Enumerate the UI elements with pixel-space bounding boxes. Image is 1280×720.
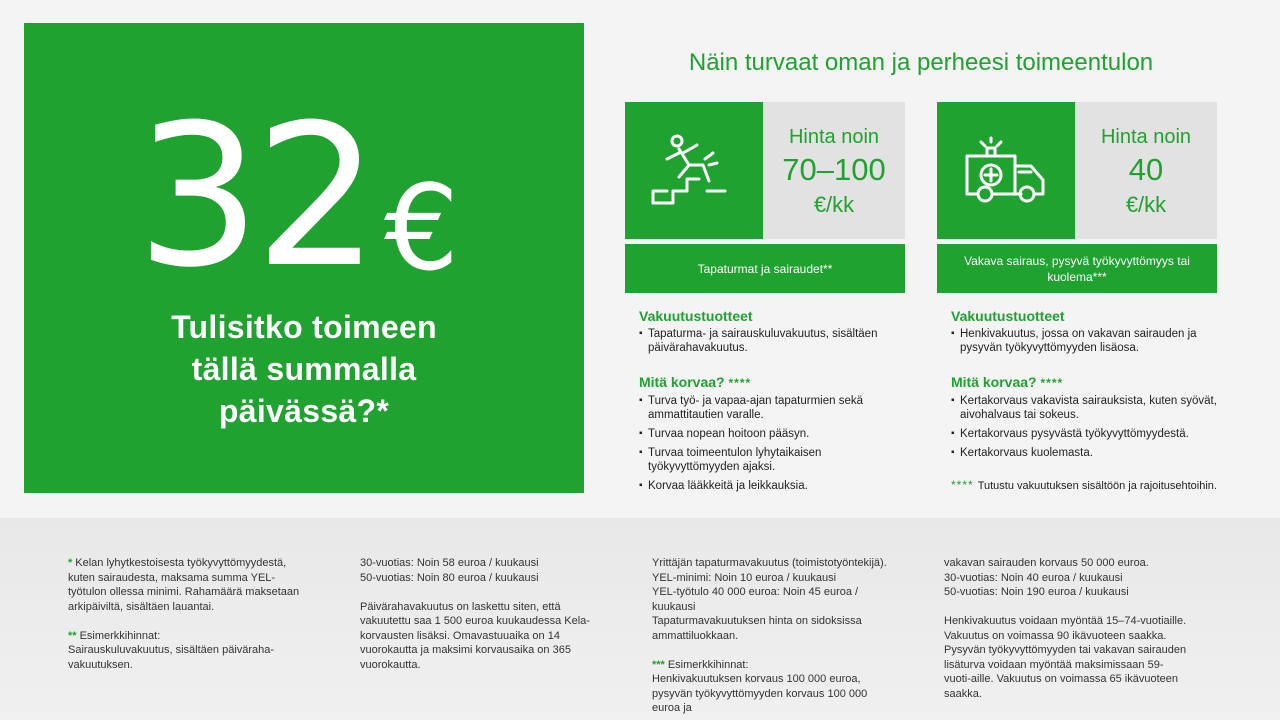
- hero-amount: [24, 83, 584, 311]
- price-value: 70–100: [782, 152, 886, 187]
- footnotes-area: [0, 518, 1280, 720]
- hero-panel: [24, 23, 584, 493]
- list-item: ▪ Korvaa lääkkeitä ja leikkauksia.: [639, 479, 909, 493]
- card-body: [639, 307, 909, 498]
- card-icon-box: [625, 102, 763, 239]
- hero-question: [64, 306, 544, 432]
- hero-question-line: päivässä?*: [218, 393, 390, 429]
- footnote-stars: ****: [951, 478, 974, 492]
- footnote-column: [68, 556, 313, 687]
- products-list: [951, 327, 1221, 355]
- products-heading: Vakuutustuotteet: [951, 308, 1065, 324]
- list-item: ▪ Turva työ- ja vapaa-ajan tapaturmien sekä ammattitautien varalle.: [639, 394, 909, 422]
- hero-question-line: tällä summalla: [191, 351, 417, 387]
- footnote-paragraph: Henkivakuutus voidaan myöntää 15–74-vuotiaille. Vakuutus on voimassa 90 ikävuoteen saakka. Pysyvän työkyvyttömyyden tai vakavan sairauden lisäturva voidaan myöntää maksimissaan 59-vuoti-aille. Vakuutus on voimassa 65 ikävuoteen saakka.: [944, 615, 1187, 700]
- hero-question-line: Tulisitko toimeen: [171, 309, 437, 345]
- covers-heading: Mitä korvaa? ****: [951, 374, 1064, 390]
- footnote-stars: ****: [728, 376, 752, 390]
- price-value: 40: [1128, 152, 1164, 187]
- list-item: ▪ Henkivakuutus, jossa on vakavan sairauden ja pysyvän työkyvyttömyyden lisäosa.: [951, 327, 1221, 355]
- price-label: Hinta noin: [788, 126, 880, 148]
- card-price-box: [763, 102, 905, 239]
- footnote-paragraph: vakavan sairauden korvaus 50 000 euroa. 30-vuotias: Noin 40 euroa / kuukausi 50-vuotias: Noin 190 euroa / kuukausi: [944, 557, 1149, 598]
- price-unit: €/kk: [813, 192, 855, 217]
- footnote-paragraph: 30-vuotias: Noin 58 euroa / kuukausi 50-vuotias: Noin 80 euroa / kuukausi: [360, 557, 539, 584]
- footnote-paragraph: Yrittäjän tapaturmavakuutus (toimistotyöntekijä). YEL-minimi: Noin 10 euroa / kuukausi YEL-työtulo 40 000 euroa: Noin 45 euroa / kuukausi Tapaturmavakuutuksen hinta on sidoksissa ammattiluokkaan.: [652, 557, 887, 642]
- card-body: [951, 307, 1221, 493]
- list-item: ▪ Turvaa toimeentulon lyhytaikaisen työkyvyttömyyden ajaksi.: [639, 446, 909, 474]
- footnote-paragraph: *** Esimerkkihinnat: Henkivakuutuksen korvaus 100 000 euroa, pysyvän työkyvyttömyyden korvaus 100 000 euroa ja: [652, 658, 868, 714]
- list-item: ▪ Kertakorvaus pysyvästä työkyvyttömyydestä.: [951, 427, 1221, 441]
- footnote-column: [360, 556, 605, 687]
- card-category-band: Tapaturmat ja sairaudet**: [625, 244, 905, 293]
- price-unit: €/kk: [1125, 192, 1167, 217]
- list-item: ▪ Tapaturma- ja sairauskuluvakuutus, sisältäen päivärahavakuutus.: [639, 327, 909, 355]
- covers-list: [639, 394, 909, 493]
- terms-note-text: Tutustu vakuutuksen sisältöön ja rajoitusehtoihin.: [977, 480, 1217, 492]
- footnote-stars: ****: [1040, 376, 1064, 390]
- covers-list: [951, 394, 1221, 460]
- products-heading: Vakuutustuotteet: [639, 308, 753, 324]
- card-price-box: [1075, 102, 1217, 239]
- list-item: ▪ Turvaa nopean hoitoon pääsyn.: [639, 427, 909, 441]
- list-item: ▪ Kertakorvaus kuolemasta.: [951, 446, 1221, 460]
- footnote-paragraph: ** Esimerkkihinnat: Sairauskuluvakuutus, sisältäen päiväraha-vakuutuksen.: [68, 629, 275, 671]
- terms-note: [951, 478, 1221, 493]
- falling-person-stairs-icon: [649, 131, 739, 211]
- footnote-column: [944, 556, 1189, 716]
- card-category-band: Vakava sairaus, pysyvä työkyvyttömyys tai kuolema***: [937, 244, 1217, 293]
- footnote-paragraph: * Kelan lyhytkestoisesta työkyvyttömyydestä, kuten sairaudesta, maksama summa YEL-työtulon ollessa minimi. Rahamäärä maksetaan arkipäiviltä, sisältäen lauantai.: [68, 557, 300, 613]
- hero-currency-symbol: €: [384, 159, 460, 297]
- footnote-column: [652, 556, 897, 720]
- products-list: [639, 327, 909, 355]
- footnote-paragraph: Päivärahavakuutus on laskettu siten, että vakuutettu saa 1 500 euroa kuukaudessa Kela-korvausten lisäksi. Omavastuuaika on 14 vuorokautta ja maksimi korvausaika on 365 vuorokautta.: [360, 600, 590, 671]
- list-item: ▪ Kertakorvaus vakavista sairauksista, kuten syövät, aivohalvaus tai sokeus.: [951, 394, 1221, 422]
- price-label: Hinta noin: [1100, 126, 1192, 148]
- ambulance-icon: [963, 136, 1049, 206]
- card-icon-box: [937, 102, 1075, 239]
- hero-amount-number: 32: [136, 83, 374, 311]
- covers-heading: Mitä korvaa? ****: [639, 374, 752, 390]
- section-title: Näin turvaat oman ja perheesi toimeentulon: [688, 49, 1154, 76]
